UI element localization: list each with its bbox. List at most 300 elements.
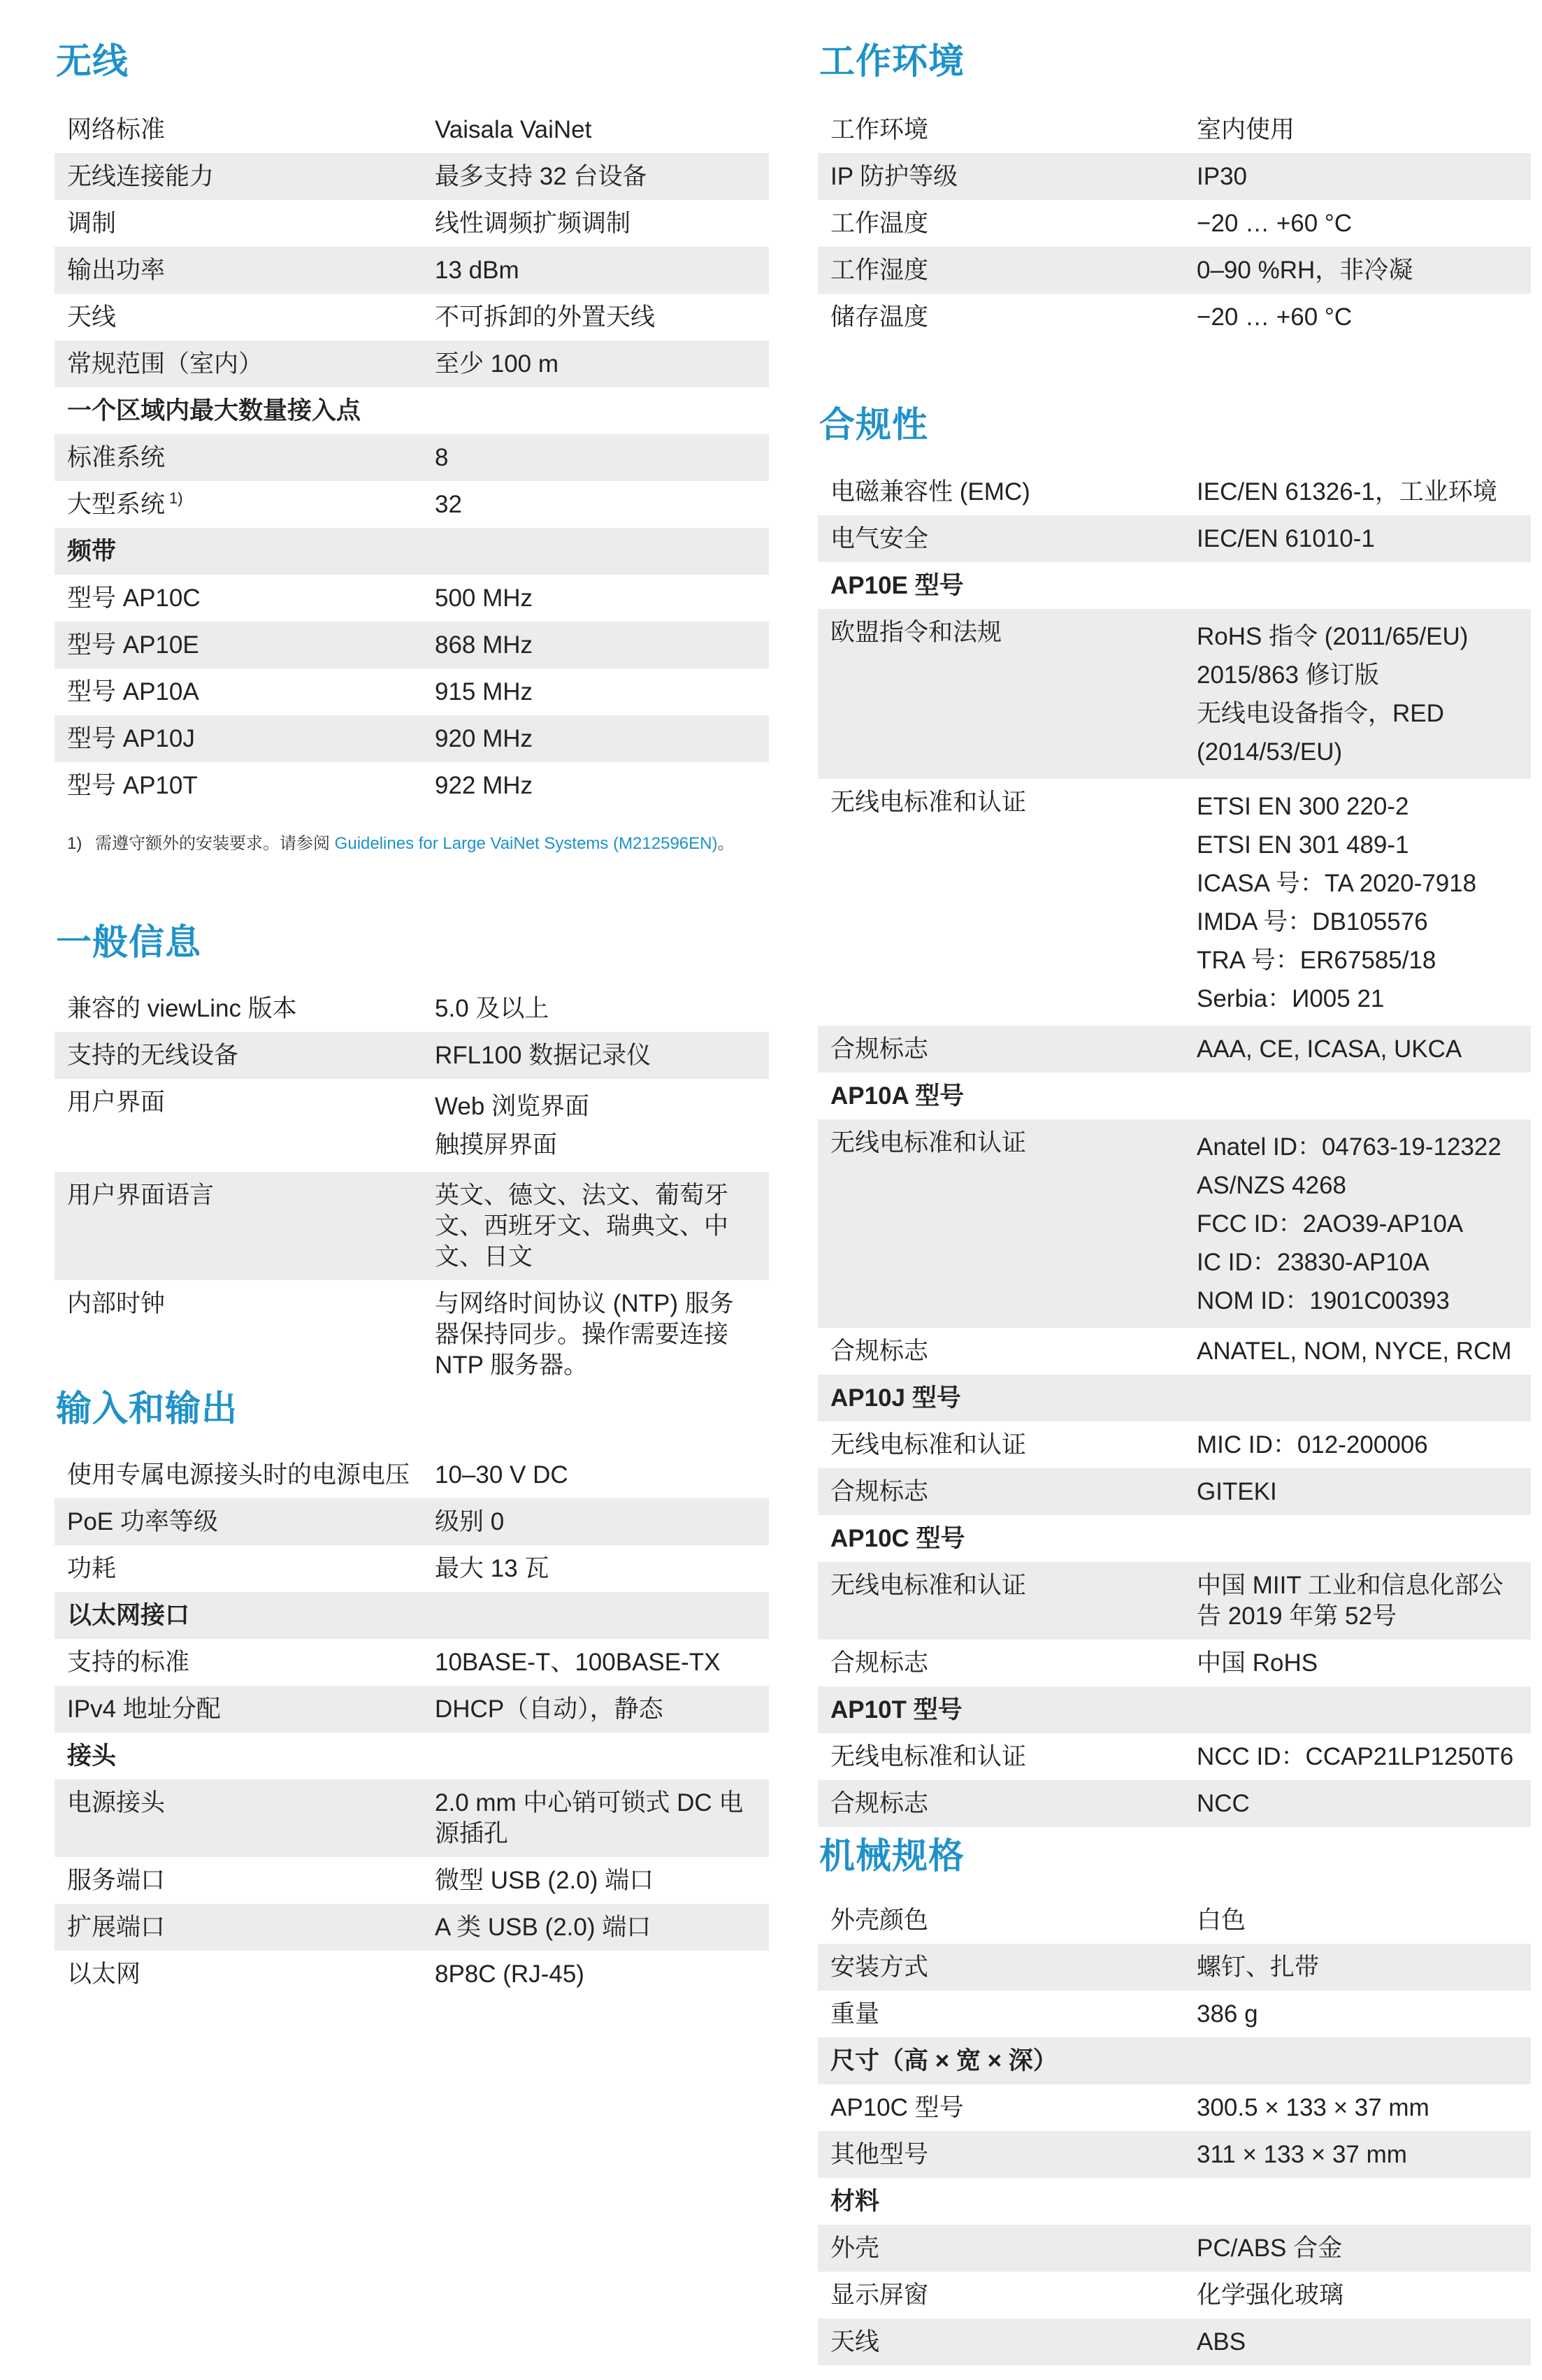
spec-value — [1184, 609, 1531, 779]
environment-spec-table — [818, 106, 1531, 340]
spec-value-line: RFL100 数据记录仪 — [435, 1042, 651, 1069]
spec-value-line: 920 MHz — [435, 725, 533, 752]
spec-value — [1184, 106, 1531, 153]
spec-row — [55, 622, 769, 668]
spec-row — [55, 1639, 769, 1686]
spec-value-line: ANATEL, NOM, NYCE, RCM — [1197, 1338, 1512, 1365]
spec-value-line: 300.5 × 133 × 37 mm — [1197, 2094, 1429, 2121]
spec-row — [818, 515, 1531, 562]
spec-label — [55, 1779, 422, 1857]
spec-row — [818, 1421, 1531, 1468]
spec-subheading-row — [55, 1733, 769, 1779]
spec-label — [818, 1562, 1184, 1640]
spec-row — [55, 1779, 769, 1857]
spec-label-text: 重量 — [830, 2000, 880, 2028]
spec-value-line: 至少 100 m — [435, 350, 559, 378]
spec-row — [818, 247, 1531, 294]
spec-label-text: 支持的标准 — [67, 1649, 190, 1676]
spec-value-line: 500 MHz — [435, 585, 533, 612]
spec-value-line: 白色 — [1197, 1907, 1246, 1934]
spec-label-text: 扩展端口 — [67, 1914, 166, 1941]
spec-row — [818, 2084, 1531, 2131]
spec-subheading-row — [818, 1073, 1531, 1119]
spec-value-line: ABS — [1197, 2328, 1246, 2356]
spec-value — [1184, 294, 1531, 340]
spec-value — [1184, 1421, 1531, 1468]
spec-row — [55, 762, 769, 809]
spec-label-text: 用户界面语言 — [67, 1182, 215, 1209]
spec-value — [422, 1451, 769, 1498]
spec-label — [818, 247, 1184, 294]
spec-value-line: 线性调频扩频调制 — [435, 210, 631, 237]
spec-label — [818, 1733, 1184, 1780]
spec-value — [422, 715, 769, 762]
spec-label-text: 无线电标准和认证 — [830, 789, 1027, 816]
spec-label-text: 功耗 — [67, 1555, 117, 1582]
spec-value — [1184, 1073, 1531, 1119]
spec-row — [818, 468, 1531, 515]
spec-row — [55, 1951, 769, 1998]
spec-value-line: 5.0 及以上 — [435, 995, 549, 1022]
spec-subheading-row — [818, 1686, 1531, 1733]
spec-row — [818, 1026, 1531, 1073]
spec-value-line: Anatel ID：04763-19-12322 — [1197, 1133, 1501, 1161]
spec-label-text: 型号 AP10J — [67, 725, 195, 752]
spec-label-text: 型号 AP10E — [67, 631, 199, 659]
spec-value-line: RoHS 指令 (2011/65/EU) 2015/863 修订版 — [1197, 623, 1469, 689]
spec-label — [55, 1686, 422, 1733]
spec-value — [1184, 1897, 1531, 1944]
spec-label-text: 调制 — [67, 210, 117, 237]
spec-label — [55, 762, 422, 809]
spec-row — [55, 668, 769, 715]
spec-label — [55, 1545, 422, 1592]
spec-value — [1184, 1640, 1531, 1686]
spec-value-line: −20 … +60 °C — [1197, 210, 1353, 237]
spec-row — [818, 1640, 1531, 1686]
mechanical-spec-table — [818, 1897, 1531, 2365]
spec-label — [55, 247, 422, 294]
spec-value-line: 922 MHz — [435, 772, 533, 799]
spec-row — [818, 2272, 1531, 2318]
spec-label — [818, 1119, 1184, 1328]
spec-row — [818, 2318, 1531, 2365]
spec-value — [422, 1032, 769, 1079]
spec-value-line: IP30 — [1197, 163, 1247, 190]
spec-label — [818, 106, 1184, 153]
spec-value — [422, 528, 769, 575]
spec-subheading — [818, 1375, 1184, 1421]
spec-value-line: IC ID：23830-AP10A — [1197, 1249, 1429, 1276]
spec-value — [1184, 247, 1531, 294]
spec-row — [818, 779, 1531, 1026]
spec-value — [1184, 2131, 1531, 2178]
spec-value-line: 螺钉、扎带 — [1197, 1954, 1320, 1981]
spec-label-text: 无线电标准和认证 — [830, 1743, 1027, 1770]
spec-label-text: AP10T 型号 — [830, 1696, 963, 1723]
footnote-end: 。 — [717, 834, 735, 853]
spec-label — [818, 609, 1184, 779]
spec-value — [422, 985, 769, 1032]
spec-subheading-row — [818, 2178, 1531, 2225]
spec-row — [55, 1686, 769, 1733]
spec-value — [422, 247, 769, 294]
spec-subheading — [55, 1592, 422, 1639]
spec-value — [1184, 779, 1531, 1026]
spec-row — [818, 1897, 1531, 1944]
spec-value-line: 0–90 %RH，非冷凝 — [1197, 257, 1413, 284]
spec-row — [55, 340, 769, 387]
spec-label-text: 接头 — [67, 1742, 117, 1770]
spec-label — [55, 1951, 422, 1998]
spec-label-text: 外壳颜色 — [830, 1907, 929, 1934]
spec-value-line: 915 MHz — [435, 678, 533, 705]
spec-label — [55, 575, 422, 622]
spec-value-line: FCC ID：2AO39-AP10A — [1197, 1210, 1464, 1238]
spec-label — [818, 153, 1184, 200]
spec-value — [1184, 2225, 1531, 2272]
spec-subheading-row — [55, 1592, 769, 1639]
spec-row — [818, 1780, 1531, 1827]
spec-value-line: 8P8C (RJ-45) — [435, 1960, 584, 1988]
spec-label-text: AP10A 型号 — [830, 1082, 965, 1110]
spec-row — [55, 294, 769, 340]
spec-label-text: 无线电标准和认证 — [830, 1572, 1027, 1599]
spec-label — [55, 1498, 422, 1545]
spec-label-text: 欧盟指令和法规 — [830, 619, 1002, 646]
spec-label-text: 电气安全 — [830, 525, 929, 552]
spec-label-text: 频带 — [67, 538, 117, 565]
spec-label — [55, 1280, 422, 1389]
spec-value-line: 微型 USB (2.0) 端口 — [435, 1867, 654, 1894]
spec-label-text: 合规标志 — [830, 1035, 929, 1063]
spec-label — [55, 106, 422, 153]
spec-value-line: NCC ID：CCAP21LP1250T6 — [1197, 1743, 1514, 1770]
spec-subheading-row — [818, 1515, 1531, 1562]
spec-row — [818, 294, 1531, 340]
wireless-footnote — [55, 832, 734, 856]
spec-label-text: 常规范围（室内） — [67, 350, 264, 378]
spec-subheading — [818, 562, 1184, 609]
spec-label — [818, 2084, 1184, 2131]
spec-subheading-row — [55, 387, 769, 434]
spec-label-text: PoE 功率等级 — [67, 1508, 218, 1535]
spec-value-line: IMDA 号：DB105576 — [1197, 908, 1428, 935]
spec-value — [422, 106, 769, 153]
spec-row — [55, 1545, 769, 1592]
spec-value-line: 触摸屏界面 — [435, 1131, 558, 1159]
spec-label — [55, 294, 422, 340]
spec-row — [818, 2225, 1531, 2272]
spec-subheading-row — [818, 1375, 1531, 1421]
spec-label-text: 无线连接能力 — [67, 163, 215, 190]
spec-value — [1184, 1686, 1531, 1733]
footnote-marker: 1) — [169, 489, 183, 508]
spec-row — [55, 247, 769, 294]
spec-row — [818, 2131, 1531, 2178]
spec-value-line: 中国 RoHS — [1197, 1649, 1318, 1677]
spec-label-text: 合规标志 — [830, 1649, 929, 1677]
spec-label-text: 网络标准 — [67, 116, 166, 143]
spec-value — [422, 1951, 769, 1998]
spec-value — [1184, 515, 1531, 562]
spec-label — [818, 779, 1184, 1026]
spec-value — [422, 1545, 769, 1592]
spec-label — [55, 1904, 422, 1951]
spec-label — [818, 294, 1184, 340]
spec-label — [55, 985, 422, 1032]
spec-label-text: 输出功率 — [67, 257, 166, 284]
spec-subheading — [55, 387, 422, 434]
spec-value — [422, 622, 769, 668]
spec-label-text: 大型系统 — [67, 491, 166, 518]
spec-row — [55, 1280, 769, 1389]
spec-label — [55, 1857, 422, 1904]
spec-label — [818, 2318, 1184, 2365]
spec-value — [422, 575, 769, 622]
spec-label-text: AP10E 型号 — [830, 572, 964, 599]
spec-value-line: 最大 13 瓦 — [435, 1555, 549, 1582]
footnote-link[interactable]: Guidelines for Large VaiNet Systems (M212596EN) — [334, 834, 718, 853]
spec-value — [1184, 1944, 1531, 1991]
spec-subheading — [55, 1733, 422, 1779]
spec-value — [1184, 1562, 1531, 1640]
spec-value-line: GITEKI — [1197, 1478, 1277, 1505]
spec-label-text: 天线 — [67, 303, 117, 331]
spec-row — [818, 153, 1531, 200]
spec-label-text: 工作温度 — [830, 210, 929, 237]
spec-value-line: DHCP（自动），静态 — [435, 1696, 663, 1723]
spec-value — [1184, 1375, 1531, 1421]
spec-value-line: 13 dBm — [435, 257, 519, 284]
spec-label-text: 型号 AP10C — [67, 585, 201, 612]
spec-label — [818, 1026, 1184, 1073]
spec-label — [818, 1897, 1184, 1944]
spec-value-line: NOM ID：1901C00393 — [1197, 1287, 1450, 1314]
spec-row — [55, 985, 769, 1032]
spec-label-text: 其他型号 — [830, 2141, 929, 2168]
spec-row — [55, 1079, 769, 1172]
spec-value-line: PC/ABS 合金 — [1197, 2235, 1343, 2262]
spec-row — [55, 1904, 769, 1951]
spec-row — [55, 434, 769, 481]
spec-value — [1184, 200, 1531, 247]
spec-label — [818, 1328, 1184, 1375]
spec-value-line: 英文、德文、法文、葡萄牙文、西班牙文、瑞典文、中文、日文 — [435, 1182, 729, 1270]
spec-label — [818, 2272, 1184, 2318]
spec-value — [422, 1592, 769, 1639]
spec-label-text: 以太网 — [67, 1960, 141, 1988]
spec-value-line: −20 … +60 °C — [1197, 303, 1353, 331]
spec-label — [55, 668, 422, 715]
spec-subheading-row — [55, 528, 769, 575]
spec-value — [1184, 1991, 1531, 2037]
spec-label — [818, 200, 1184, 247]
spec-label-text: 外壳 — [830, 2235, 880, 2262]
spec-value-line: 32 — [435, 491, 462, 518]
spec-label-text: 服务端口 — [67, 1867, 166, 1894]
spec-label — [818, 1991, 1184, 2037]
spec-value-line: ETSI EN 300 220-2 — [1197, 793, 1409, 820]
spec-value-line: Serbia：И005 21 — [1197, 985, 1385, 1012]
spec-value-line: MIC ID：012-200006 — [1197, 1431, 1428, 1458]
spec-value — [1184, 1468, 1531, 1515]
spec-label — [55, 200, 422, 247]
spec-label-text: 无线电标准和认证 — [830, 1431, 1027, 1458]
spec-value — [1184, 1328, 1531, 1375]
spec-value — [1184, 1119, 1531, 1328]
spec-value-line: 室内使用 — [1197, 116, 1295, 143]
spec-label-text: 兼容的 viewLinc 版本 — [67, 995, 297, 1022]
spec-row — [818, 106, 1531, 153]
footnote-text: 需遵守额外的安装要求。请参阅 — [95, 834, 335, 853]
spec-value-line: 中国 MIIT 工业和信息化部公告 2019 年第 52号 — [1197, 1572, 1504, 1630]
spec-label-text: 支持的无线设备 — [67, 1042, 239, 1069]
spec-subheading — [818, 1073, 1184, 1119]
spec-label — [55, 1639, 422, 1686]
spec-label — [55, 153, 422, 200]
spec-label — [55, 340, 422, 387]
spec-value-line: 868 MHz — [435, 631, 533, 659]
spec-label-text: 以太网接口 — [67, 1602, 190, 1629]
spec-row — [55, 1032, 769, 1079]
spec-label — [55, 434, 422, 481]
spec-label-text: 合规标志 — [830, 1790, 929, 1817]
spec-value-line: Vaisala VaiNet — [435, 116, 592, 143]
spec-label — [55, 622, 422, 668]
spec-value — [422, 1733, 769, 1779]
spec-value — [1184, 2084, 1531, 2131]
spec-value — [1184, 153, 1531, 200]
spec-value — [1184, 1515, 1531, 1562]
spec-value-line: A 类 USB (2.0) 端口 — [435, 1914, 651, 1941]
spec-label-text: 电磁兼容性 (EMC) — [830, 478, 1030, 506]
spec-value — [1184, 1733, 1531, 1780]
spec-value — [422, 387, 769, 434]
spec-label-text: 显示屏窗 — [830, 2281, 929, 2309]
spec-label-text: AP10C 型号 — [830, 2094, 964, 2121]
spec-value-line: 不可拆卸的外置天线 — [435, 303, 656, 331]
spec-label-text: 用户界面 — [67, 1089, 166, 1116]
spec-row — [818, 1328, 1531, 1375]
spec-label-text: 电源接头 — [67, 1789, 166, 1816]
spec-label-text: 型号 AP10A — [67, 678, 199, 705]
spec-row — [55, 1857, 769, 1904]
spec-row — [55, 575, 769, 622]
spec-value — [1184, 1780, 1531, 1827]
spec-label — [55, 1172, 422, 1280]
spec-row — [55, 1498, 769, 1545]
io-spec-table — [55, 1451, 769, 1998]
spec-value — [1184, 562, 1531, 609]
spec-row — [818, 1991, 1531, 2037]
section-title-environment: 工作环境 — [819, 41, 965, 81]
spec-subheading — [818, 2178, 1184, 2225]
spec-value-line: IEC/EN 61010-1 — [1197, 525, 1375, 552]
spec-row — [55, 715, 769, 762]
spec-label-text: IPv4 地址分配 — [67, 1696, 221, 1723]
spec-value — [422, 434, 769, 481]
spec-label — [818, 1944, 1184, 1991]
spec-value — [422, 1857, 769, 1904]
section-title-compliance: 合规性 — [819, 405, 929, 445]
spec-subheading-row — [818, 2037, 1531, 2084]
spec-row — [55, 1451, 769, 1498]
spec-label-text: 型号 AP10T — [67, 772, 198, 799]
spec-row — [55, 1172, 769, 1280]
spec-label-text: 工作湿度 — [830, 257, 929, 284]
spec-value-line: IEC/EN 61326-1，工业环境 — [1197, 478, 1497, 506]
spec-value-line: 10–30 V DC — [435, 1461, 568, 1489]
spec-label-text: 一个区域内最大数量接入点 — [67, 397, 361, 424]
spec-value-line: 311 × 133 × 37 mm — [1197, 2141, 1407, 2168]
spec-value — [1184, 2037, 1531, 2084]
section-title-general: 一般信息 — [56, 922, 202, 962]
spec-label-text: 材料 — [830, 2188, 880, 2215]
section-title-mechanical: 机械规格 — [819, 1836, 965, 1876]
spec-value — [422, 1639, 769, 1686]
spec-value — [422, 294, 769, 340]
spec-label-text: 标准系统 — [67, 444, 166, 471]
footnote-number: 1) — [67, 834, 82, 853]
spec-label-text: AP10J 型号 — [830, 1384, 961, 1412]
spec-value-line: 2.0 mm 中心销可锁式 DC 电源插孔 — [435, 1789, 744, 1847]
section-title-io: 输入和输出 — [56, 1389, 238, 1428]
spec-value — [422, 153, 769, 200]
spec-value — [422, 340, 769, 387]
spec-value — [422, 1498, 769, 1545]
spec-value — [1184, 2178, 1531, 2225]
spec-value-line: 8 — [435, 444, 449, 471]
spec-label — [55, 481, 422, 528]
spec-row — [818, 1733, 1531, 1780]
spec-value-line: NCC — [1197, 1790, 1250, 1817]
spec-label — [818, 1780, 1184, 1827]
spec-value-line: ICASA 号：TA 2020-7918 — [1197, 870, 1477, 897]
spec-value — [422, 1079, 769, 1172]
spec-value-line: 最多支持 32 台设备 — [435, 163, 647, 190]
spec-label-text: 内部时钟 — [67, 1290, 166, 1317]
spec-label — [55, 1032, 422, 1079]
spec-label-text: 合规标志 — [830, 1478, 929, 1505]
spec-value — [422, 762, 769, 809]
spec-row — [818, 1468, 1531, 1515]
spec-value-line: AS/NZS 4268 — [1197, 1172, 1346, 1199]
section-title-wireless: 无线 — [56, 41, 129, 81]
spec-row — [818, 1944, 1531, 1991]
spec-row — [55, 153, 769, 200]
spec-label-text: AP10C 型号 — [830, 1525, 965, 1552]
spec-label — [818, 1468, 1184, 1515]
spec-label — [55, 715, 422, 762]
spec-label-text: IP 防护等级 — [830, 163, 958, 190]
spec-label — [55, 1451, 422, 1498]
spec-value-line: ETSI EN 301 489-1 — [1197, 831, 1409, 859]
spec-value — [422, 668, 769, 715]
spec-subheading-row — [818, 562, 1531, 609]
spec-label-text: 无线电标准和认证 — [830, 1129, 1027, 1156]
spec-subheading — [818, 1686, 1184, 1733]
spec-subheading — [818, 1515, 1184, 1562]
spec-value — [1184, 2318, 1531, 2365]
spec-label — [818, 468, 1184, 515]
spec-value — [422, 1280, 769, 1389]
spec-value — [422, 1686, 769, 1733]
spec-value-line: Web 浏览界面 — [435, 1093, 590, 1120]
spec-label-text: 工作环境 — [830, 116, 929, 143]
spec-row — [55, 481, 769, 528]
spec-label — [818, 515, 1184, 562]
